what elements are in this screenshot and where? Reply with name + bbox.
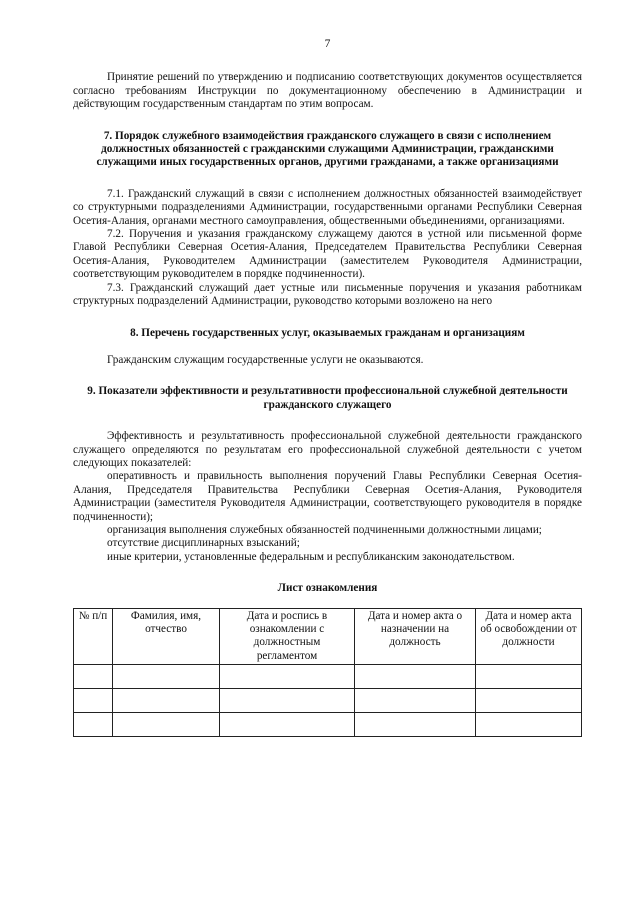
table-row xyxy=(74,689,582,713)
indicator-item: иные критерии, установленные федеральным и республиканским законодательством. xyxy=(107,550,515,563)
table-cell xyxy=(113,713,220,737)
column-header: Дата и номер акта об освобождении от должности xyxy=(476,608,582,665)
acknowledgment-table xyxy=(73,608,582,738)
table-cell xyxy=(74,689,113,713)
paragraph-9-intro: Эффективность и результативность профессиональной служебной деятельности гражданского служащего определяются по результатам его профессиональной служебной деятельности с учетом следующих показателей: xyxy=(73,430,582,469)
column-header: Дата и роспись в ознакомлении с должностным регламентом xyxy=(220,608,355,665)
table-cell xyxy=(476,713,582,737)
table-row xyxy=(74,665,582,689)
table-cell xyxy=(355,665,476,689)
intro-paragraph: Принятие решений по утверждению и подписанию соответствующих документов осуществляется согласно требованиям Инструкции по документационному обеспечению в Администрации и действующим государственным стандартам по этим вопросам. xyxy=(73,71,582,111)
table-cell xyxy=(220,713,355,737)
section-8-heading: 8. Перечень государственных услуг, оказываемых гражданам и организациям xyxy=(130,326,525,339)
acknowledgment-title: Лист ознакомления xyxy=(277,582,378,595)
paragraph-7-3: 7.3. Гражданский служащий дает устные или письменные поручения и указания работникам структурных подразделений Администрации, руководство которыми возложено на него xyxy=(73,281,582,308)
table-header-row xyxy=(74,608,582,665)
table-cell xyxy=(220,689,355,713)
table-cell xyxy=(74,713,113,737)
page-number: 7 xyxy=(324,38,331,50)
paragraph-7-2: 7.2. Поручения и указания гражданскому служащему даются в устной или письменной форме Главой Республики Северная Осетия-Алания, Председателем Правительства Республики Северная Осетия-Алания, Руководителем Администрации (заместителем Руководителя Администрации, соответствующим руководителем в порядке подчиненности). xyxy=(73,228,582,281)
paragraph-7-1: 7.1. Гражданский служащий в связи с исполнением должностных обязанностей взаимодействует со структурными подразделениями Администрации, государственными органами Республики Северная Осетия-Алания, органами местного самоуправления, общественными объединениями, организациями. xyxy=(73,187,582,227)
table-cell xyxy=(74,665,113,689)
section-7-heading: 7. Порядок служебного взаимодействия гражданского служащего в связи с исполнением должностных обязанностей с гражданскими служащими Администрации, гражданскими служащими иных государственных органов, другими гражданами, а также организациями xyxy=(96,129,559,169)
table-cell xyxy=(476,689,582,713)
column-header: № п/п xyxy=(74,608,113,665)
indicator-item: отсутствие дисциплинарных взысканий; xyxy=(107,537,300,550)
table-cell xyxy=(355,713,476,737)
table-cell xyxy=(355,689,476,713)
section-9-heading: 9. Показатели эффективности и результативности профессиональной служебной деятельности гражданского служащего xyxy=(87,385,568,411)
indicator-item: организация выполнения служебных обязанностей подчиненными должностными лицами; xyxy=(107,523,542,536)
table-cell xyxy=(113,665,220,689)
table-cell xyxy=(113,689,220,713)
paragraph-8: Гражданским служащим государственные услуги не оказываются. xyxy=(107,353,424,366)
table-cell xyxy=(476,665,582,689)
table-row xyxy=(74,713,582,737)
table-cell xyxy=(220,665,355,689)
column-header: Дата и номер акта о назначении на должность xyxy=(355,608,476,665)
column-header: Фамилия, имя, отчество xyxy=(113,608,220,665)
indicator-item: оперативность и правильность выполнения поручений Главы Республики Северная Осетия-Алания, Председателя Правительства Республики Северная Осетия-Алания, Руководителя Администрации (заместителя Руководителя Администрации, соответствующего руководителя в порядке подчиненности); xyxy=(73,470,582,523)
